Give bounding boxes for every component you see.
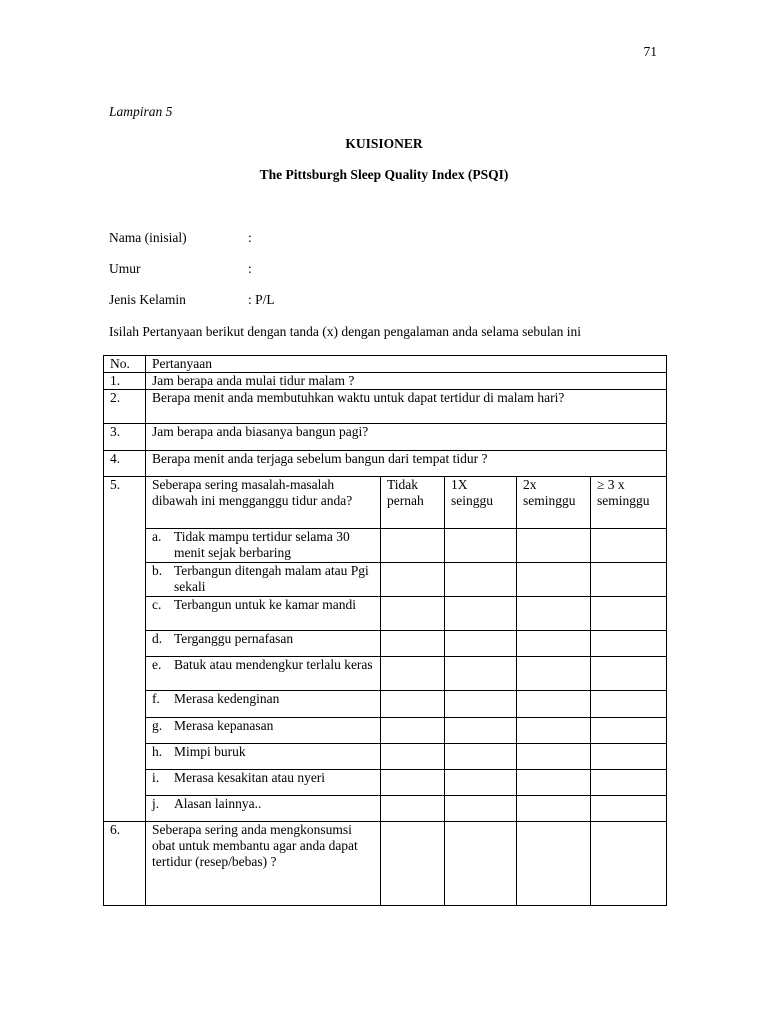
item-text: Merasa kedenginan xyxy=(174,691,280,706)
q5-item xyxy=(146,657,381,691)
answer-cell[interactable] xyxy=(591,563,667,597)
answer-cell[interactable] xyxy=(445,631,517,657)
answer-cell[interactable] xyxy=(445,822,517,906)
answer-cell[interactable] xyxy=(445,796,517,822)
question-text[interactable]: Jam berapa anda biasanya bangun pagi? xyxy=(146,424,667,451)
item-text: Batuk atau mendengkur terlalu keras xyxy=(174,657,373,672)
answer-cell[interactable] xyxy=(381,597,445,631)
q5-item xyxy=(146,529,381,563)
table-row xyxy=(104,373,667,390)
answer-cell[interactable] xyxy=(591,744,667,770)
answer-cell[interactable] xyxy=(517,796,591,822)
row-number: 4. xyxy=(104,451,146,477)
answer-cell[interactable] xyxy=(591,691,667,718)
row-number: 5. xyxy=(104,477,146,822)
q5-item-row xyxy=(104,597,667,631)
field-label-gender: Jenis Kelamin xyxy=(109,292,186,307)
page-subtitle: The Pittsburgh Sleep Quality Index (PSQI) xyxy=(259,167,509,182)
q5-item xyxy=(146,691,381,718)
header-question: Pertanyaan xyxy=(146,356,667,373)
psqi-table xyxy=(103,355,667,906)
answer-cell[interactable] xyxy=(445,691,517,718)
answer-cell[interactable] xyxy=(445,657,517,691)
instruction-text: Isilah Pertanyaan berikut dengan tanda (x) dengan pengalaman anda selama sebulan ini xyxy=(109,324,581,339)
answer-cell[interactable] xyxy=(591,631,667,657)
q5-item-row xyxy=(104,718,667,744)
field-value-gender[interactable]: : P/L xyxy=(248,292,275,307)
item-letter: g. xyxy=(152,718,163,733)
q5-item-row xyxy=(104,657,667,691)
answer-cell[interactable] xyxy=(381,796,445,822)
field-label-age: Umur xyxy=(109,261,141,276)
table-row xyxy=(104,424,667,451)
answer-cell[interactable] xyxy=(591,597,667,631)
answer-cell[interactable] xyxy=(381,744,445,770)
answer-cell[interactable] xyxy=(591,529,667,563)
item-letter: c. xyxy=(152,597,162,612)
q5-item xyxy=(146,563,381,597)
appendix-label: Lampiran 5 xyxy=(109,104,173,119)
answer-cell[interactable] xyxy=(381,563,445,597)
option-once-week: 1X seinggu xyxy=(445,477,517,529)
answer-cell[interactable] xyxy=(381,631,445,657)
answer-cell[interactable] xyxy=(445,563,517,597)
answer-cell[interactable] xyxy=(517,597,591,631)
row-number: 1. xyxy=(104,373,146,390)
q5-question-text: Seberapa sering masalah-masalah dibawah ini mengganggu tidur anda? xyxy=(146,477,381,529)
option-three-plus-week: ≥ 3 x seminggu xyxy=(591,477,667,529)
item-text: Terbangun untuk ke kamar mandi xyxy=(174,597,356,612)
q5-item-row xyxy=(104,529,667,563)
question-text[interactable]: Berapa menit anda membutuhkan waktu untuk dapat tertidur di malam hari? xyxy=(146,390,667,424)
q5-item xyxy=(146,597,381,631)
answer-cell[interactable] xyxy=(591,822,667,906)
answer-cell[interactable] xyxy=(445,529,517,563)
q5-item-row xyxy=(104,796,667,822)
item-text: Merasa kepanasan xyxy=(174,718,274,733)
q5-item-row xyxy=(104,631,667,657)
q6-row xyxy=(104,822,667,906)
q6-question-text: Seberapa sering anda mengkonsumsi obat untuk membantu agar anda dapat tertidur (resep/bebas) ? xyxy=(146,822,381,906)
field-value-age[interactable]: : xyxy=(248,261,252,276)
item-text: Merasa kesakitan atau nyeri xyxy=(174,770,326,785)
answer-cell[interactable] xyxy=(517,691,591,718)
answer-cell[interactable] xyxy=(381,529,445,563)
table-header-row xyxy=(104,356,667,373)
table-row xyxy=(104,390,667,424)
answer-cell[interactable] xyxy=(445,770,517,796)
question-text[interactable]: Jam berapa anda mulai tidur malam ? xyxy=(146,373,667,390)
item-letter: i. xyxy=(152,770,160,785)
answer-cell[interactable] xyxy=(517,822,591,906)
answer-cell[interactable] xyxy=(517,770,591,796)
page-title: KUISIONER xyxy=(345,136,423,151)
q5-item-row xyxy=(104,744,667,770)
field-label-name: Nama (inisial) xyxy=(109,230,187,245)
q5-item xyxy=(146,718,381,744)
answer-cell[interactable] xyxy=(381,691,445,718)
answer-cell[interactable] xyxy=(381,822,445,906)
answer-cell[interactable] xyxy=(517,631,591,657)
item-text: Terganggu pernafasan xyxy=(174,631,294,646)
answer-cell[interactable] xyxy=(517,529,591,563)
option-never: Tidak pernah xyxy=(381,477,445,529)
q5-item-row xyxy=(104,691,667,718)
item-letter: f. xyxy=(152,691,160,706)
answer-cell[interactable] xyxy=(591,796,667,822)
item-letter: a. xyxy=(152,529,162,544)
answer-cell[interactable] xyxy=(591,657,667,691)
q5-item xyxy=(146,770,381,796)
item-text: Terbangun ditengah malam atau Pgi sekali xyxy=(174,563,369,594)
row-number: 2. xyxy=(104,390,146,424)
row-number: 6. xyxy=(104,822,146,906)
item-letter: j. xyxy=(152,796,160,811)
answer-cell[interactable] xyxy=(517,744,591,770)
q5-item xyxy=(146,631,381,657)
answer-cell[interactable] xyxy=(517,718,591,744)
item-letter: b. xyxy=(152,563,163,578)
q5-item xyxy=(146,796,381,822)
item-letter: e. xyxy=(152,657,162,672)
q5-item-row xyxy=(104,770,667,796)
answer-cell[interactable] xyxy=(591,770,667,796)
answer-cell[interactable] xyxy=(381,770,445,796)
item-text: Mimpi buruk xyxy=(174,744,246,759)
question-text[interactable]: Berapa menit anda terjaga sebelum bangun dari tempat tidur ? xyxy=(146,451,667,477)
option-twice-week: 2x seminggu xyxy=(517,477,591,529)
answer-cell[interactable] xyxy=(381,718,445,744)
table-row xyxy=(104,451,667,477)
item-letter: d. xyxy=(152,631,163,646)
answer-cell[interactable] xyxy=(517,657,591,691)
item-text: Alasan lainnya.. xyxy=(174,796,262,811)
item-text: Tidak mampu tertidur selama 30 menit sejak berbaring xyxy=(174,529,350,560)
answer-cell[interactable] xyxy=(517,563,591,597)
q5-header-row xyxy=(104,477,667,529)
item-letter: h. xyxy=(152,744,163,759)
answer-cell[interactable] xyxy=(591,718,667,744)
answer-cell[interactable] xyxy=(445,744,517,770)
page-number: 71 xyxy=(643,44,657,59)
q5-item xyxy=(146,744,381,770)
field-value-name[interactable]: : xyxy=(248,230,252,245)
header-no: No. xyxy=(104,356,146,373)
row-number: 3. xyxy=(104,424,146,451)
answer-cell[interactable] xyxy=(381,657,445,691)
answer-cell[interactable] xyxy=(445,718,517,744)
answer-cell[interactable] xyxy=(445,597,517,631)
q5-item-row xyxy=(104,563,667,597)
